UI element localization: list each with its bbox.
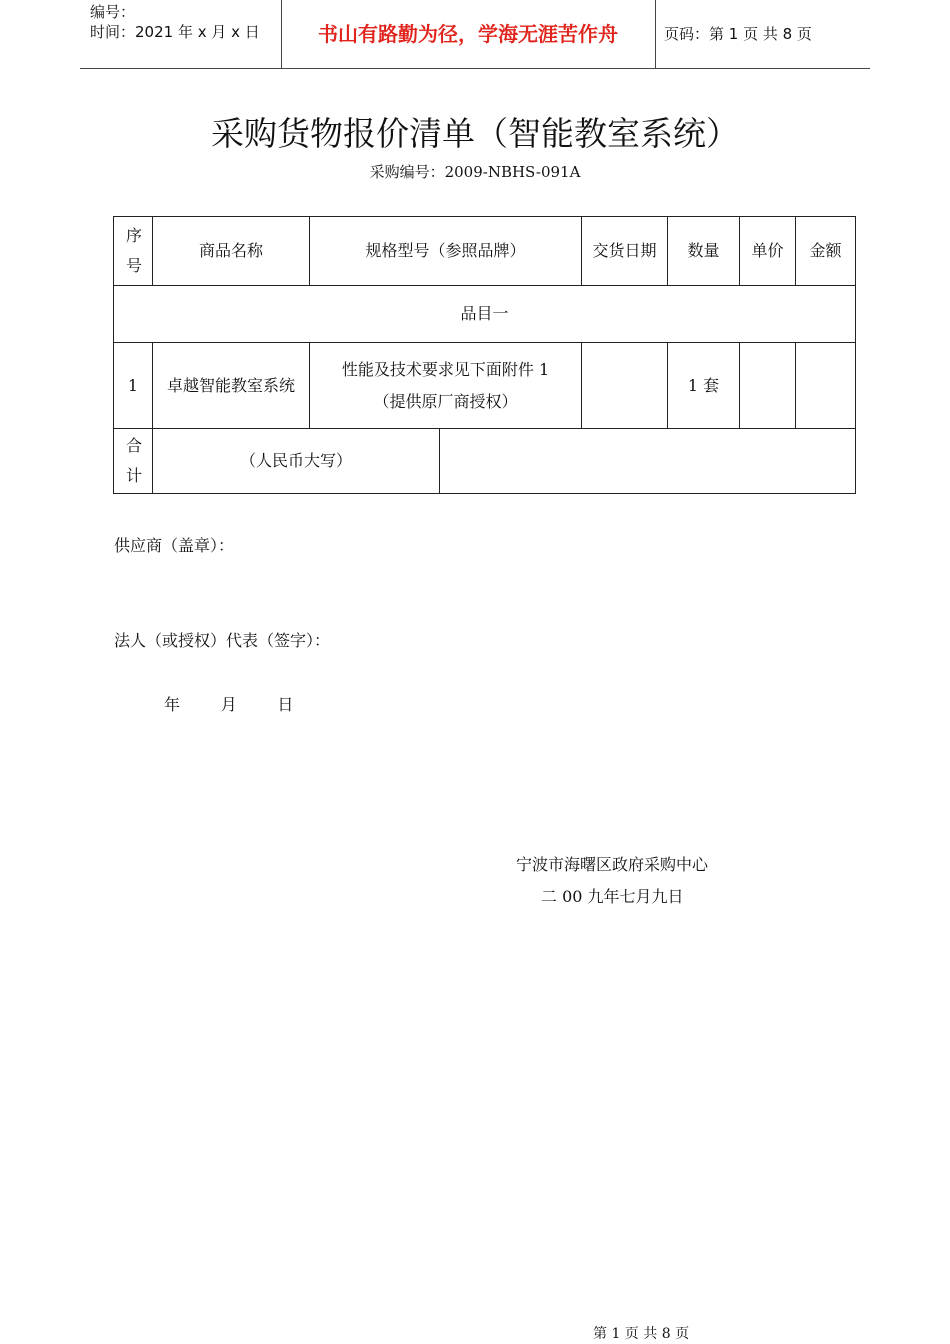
issue-date: 二 00 九年七月九日 bbox=[541, 887, 684, 906]
supplier-label: 供应商（盖章）： bbox=[114, 536, 235, 555]
row-spec-line1: 性能及技术要求见下面附件 1 bbox=[341, 359, 550, 379]
col-header-spec: 规格型号（参照品牌） bbox=[310, 217, 582, 286]
row-no: 1 bbox=[114, 343, 153, 429]
header-meta bbox=[90, 2, 280, 42]
row-delivery bbox=[582, 343, 668, 429]
col-header-name: 商品名称 bbox=[153, 217, 310, 286]
table-header-row bbox=[114, 217, 856, 286]
legal-representative-label: 法人（或授权）代表（签字）： bbox=[114, 631, 331, 650]
procurement-number: 采购编号：2009-NBHS-091A bbox=[369, 163, 581, 181]
section-row bbox=[114, 286, 856, 343]
quotation-table bbox=[113, 216, 856, 494]
footer-page-number: 第 1 页 共 8 页 bbox=[593, 1326, 690, 1342]
col-header-unit-price: 单价 bbox=[740, 217, 796, 286]
row-spec-line2: （提供原厂商授权） bbox=[373, 391, 518, 411]
date-label: 时间：2021 年 x 月 x 日 bbox=[90, 23, 260, 41]
total-row bbox=[114, 429, 856, 494]
row-unit-price bbox=[740, 343, 796, 429]
col-header-amount: 金额 bbox=[796, 217, 856, 286]
table-row bbox=[114, 343, 856, 429]
serial-label: 编号： bbox=[90, 3, 136, 21]
header-motto: 书山有路勤为径，学海无涯苦作舟 bbox=[318, 22, 618, 46]
date-blank: 年 月 日 bbox=[164, 695, 294, 714]
col-header-delivery: 交货日期 bbox=[582, 217, 668, 286]
row-qty: 1 套 bbox=[668, 343, 740, 429]
row-name: 卓越智能教室系统 bbox=[153, 343, 310, 429]
total-label: 合计 bbox=[114, 429, 153, 494]
header-divider bbox=[655, 0, 656, 68]
issuer-name: 宁波市海曙区政府采购中心 bbox=[516, 855, 709, 874]
section-label: 品目一 bbox=[114, 286, 856, 343]
total-value bbox=[440, 429, 856, 494]
total-rmb-label: （人民币大写） bbox=[153, 429, 440, 494]
row-spec bbox=[310, 343, 582, 429]
document-title: 采购货物报价清单（智能教室系统） bbox=[211, 114, 739, 153]
page-header bbox=[80, 0, 870, 69]
col-header-qty: 数量 bbox=[668, 217, 740, 286]
row-amount bbox=[796, 343, 856, 429]
header-page-number: 页码：第 1 页 共 8 页 bbox=[664, 25, 812, 43]
col-header-no: 序号 bbox=[114, 217, 153, 286]
